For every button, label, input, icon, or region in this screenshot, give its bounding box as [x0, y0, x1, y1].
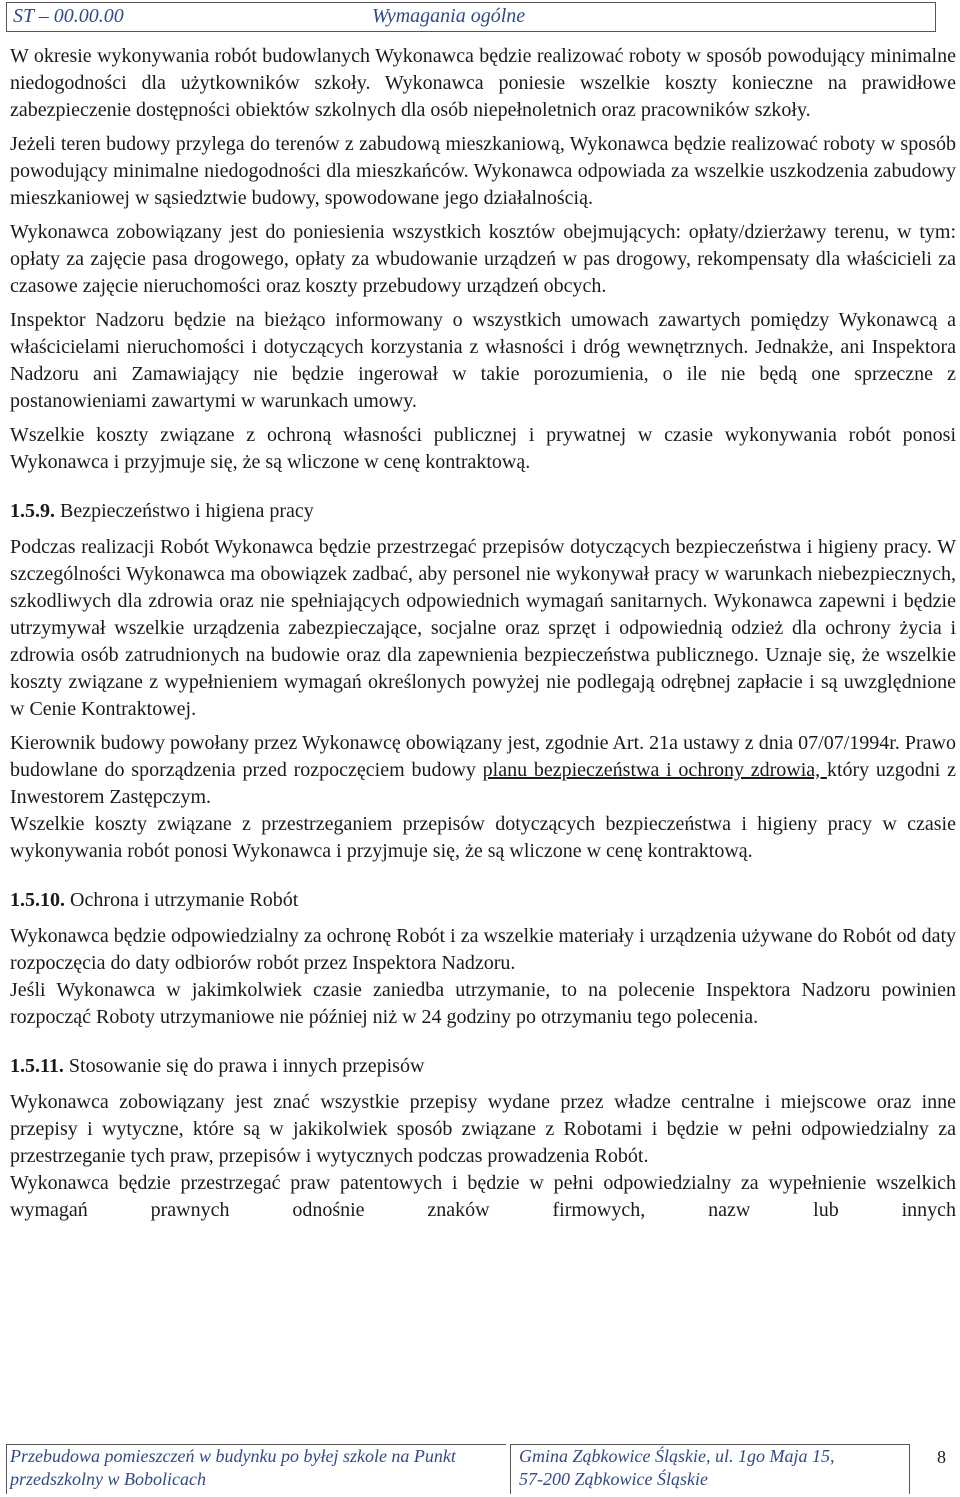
footer-project-line1: Przebudowa pomieszczeń w budynku po byłej szkole na Punkt — [10, 1446, 456, 1466]
section-number: 1.5.11. — [10, 1055, 64, 1077]
paragraph: Wykonawca będzie odpowiedzialny za ochronę Robót i za wszelkie materiały i urządzenia używane do Robót od daty rozpoczęcia do daty odbiorów robót przez Inspektora Nadzoru. — [10, 925, 956, 974]
section-title: Stosowanie się do prawa i innych przepisów — [68, 1055, 425, 1077]
footer-project — [6, 1444, 506, 1494]
page-footer — [6, 1444, 950, 1494]
page-header — [6, 2, 936, 32]
paragraph: Jeśli Wykonawca w jakimkolwiek czasie zaniedba utrzymanie, to na polecenie Inspektora Nadzoru powinien rozpocząć Roboty utrzymaniowe nie później niż w 24 godziny po otrzymaniu tego polecenia. — [10, 979, 956, 1028]
section-heading-1-5-9 — [10, 498, 956, 525]
footer-investor-line2: 57-200 Ząbkowice Śląskie — [519, 1469, 708, 1489]
paragraph: Wszelkie koszty związane z przestrzeganiem przepisów dotyczących bezpieczeństwa i higieny pracy w czasie wykonywania robót ponosi Wykonawca i przyjmuje się, że są wliczone w cenę kontraktową. — [10, 813, 956, 862]
paragraph: Wykonawca zobowiązany jest do poniesienia wszystkich kosztów obejmujących: opłaty/dzierżawy terenu, w tym: opłaty za zajęcie pasa drogowego, opłaty za wbudowanie urządzeń w pas drogowy, rekompensaty dla właścicieli za czasowe zajęcie nieruchomości oraz koszty przebudowy urządzeń obcych. — [10, 221, 956, 297]
text-run: który uzgodni z Inwestorem Zastępczym. — [10, 759, 957, 808]
paragraph: Jeżeli teren budowy przylega do terenów z zabudową mieszkaniową, Wykonawca będzie realizować roboty w sposób powodujący minimalne niedogodności dla mieszkańców. Wykonawca odpowiada za wszelkie uszkodzenia zabudowy mieszkaniowej w sąsiedztwie budowy, spowodowane jego działalnością. — [10, 133, 956, 209]
paragraph: Inspektor Nadzoru będzie na bieżąco informowany o wszystkich umowach zawartych pomiędzy Wykonawcą a właścicielami nieruchomości i dotyczących korzystania z własności i dróg wewnętrznych. Jednakże, ani Inspektora Nadzoru ani Zamawiający nie będzie ingerował w takie porozumienia, o ile nie będą one sprzeczne z postanowieniami zawartymi w warunkach umowy. — [10, 309, 956, 412]
footer-project-line2: przedszkolny w Bobolicach — [10, 1469, 206, 1489]
paragraph: Wykonawca zobowiązany jest znać wszystkie przepisy wydane przez władze centralne i miejscowe oraz inne przepisy i wytyczne, które są w jakikolwiek sposób związane z Robotami i będzie w pełni odpowiedzialny za przestrzeganie tych praw, przepisów i wytycznych podczas prowadzenia Robót. — [10, 1091, 956, 1167]
section-number: 1.5.9. — [10, 500, 55, 522]
section-heading-1-5-10 — [10, 887, 956, 914]
paragraph: Podczas realizacji Robót Wykonawca będzie przestrzegać przepisów dotyczących bezpieczeństwa i higieny pracy. W szczególności Wykonawca ma obowiązek zadbać, aby personel nie wykonywał pracy w warunkach niebezpiecznych, szkodliwych dla zdrowia oraz nie spełniających odpowiednich wymagań sanitarnych. Wykonawca zapewni i będzie utrzymywał wszelkie urządzenia zabezpieczające, socjalne oraz sprzęt i odpowiednią odzież dla ochrony życia i zdrowia osób zatrudnionych na budowie oraz dla zapewnienia bezpieczeństwa publicznego. Uznaje się, że wszelkie koszty związane z wypełnieniem wymagań określonych powyżej nie podlegają odrębnej zapłacie i są uwzględnione w Cenie Kontraktowej. — [10, 536, 956, 720]
underlined-text: planu bezpieczeństwa i ochrony zdrowia, — [482, 759, 827, 781]
paragraph: W okresie wykonywania robót budowlanych Wykonawca będzie realizować roboty w sposób powodujący minimalne niedogodności dla użytkowników szkoły. Wykonawca poniesie wszelkie koszty konieczne na prawidłowe zabezpieczenie dostępności obiektów szkolnych dla osób niepełnoletnich oraz pracowników szkoły. — [10, 45, 956, 121]
text-run: Kierownik budowy powołany przez Wykonawcę obowiązany jest, zgodnie Art. 21a ustawy z dnia 07/07/1994r. Prawo budowlane do sporządzenia przed rozpoczęciem budowy — [10, 732, 956, 781]
paragraph — [10, 730, 956, 811]
section-heading-1-5-11 — [10, 1053, 956, 1080]
paragraph: Wykonawca będzie przestrzegać praw patentowych i będzie w pełni odpowiedzialny za wypełnienie wszelkich wymagań prawnych odnośnie znaków firmowych, nazw lub innych — [10, 1172, 956, 1221]
paragraph: Wszelkie koszty związane z ochroną własności publicznej i prywatnej w czasie wykonywania robót ponosi Wykonawca i przyjmuje się, że są wliczone w cenę kontraktową. — [10, 424, 956, 473]
page-number: 8 — [937, 1447, 946, 1467]
section-title: Ochrona i utrzymanie Robót — [70, 889, 299, 911]
spec-code: ST – 00.00.00 — [13, 5, 124, 27]
header-title: Wymagania ogólne — [372, 5, 526, 27]
section-number: 1.5.10. — [10, 889, 65, 911]
document-body — [10, 43, 956, 1231]
footer-investor — [510, 1444, 910, 1494]
section-title: Bezpieczeństwo i higiena pracy — [60, 500, 314, 522]
footer-investor-line1: Gmina Ząbkowice Śląskie, ul. 1go Maja 15, — [519, 1446, 835, 1466]
